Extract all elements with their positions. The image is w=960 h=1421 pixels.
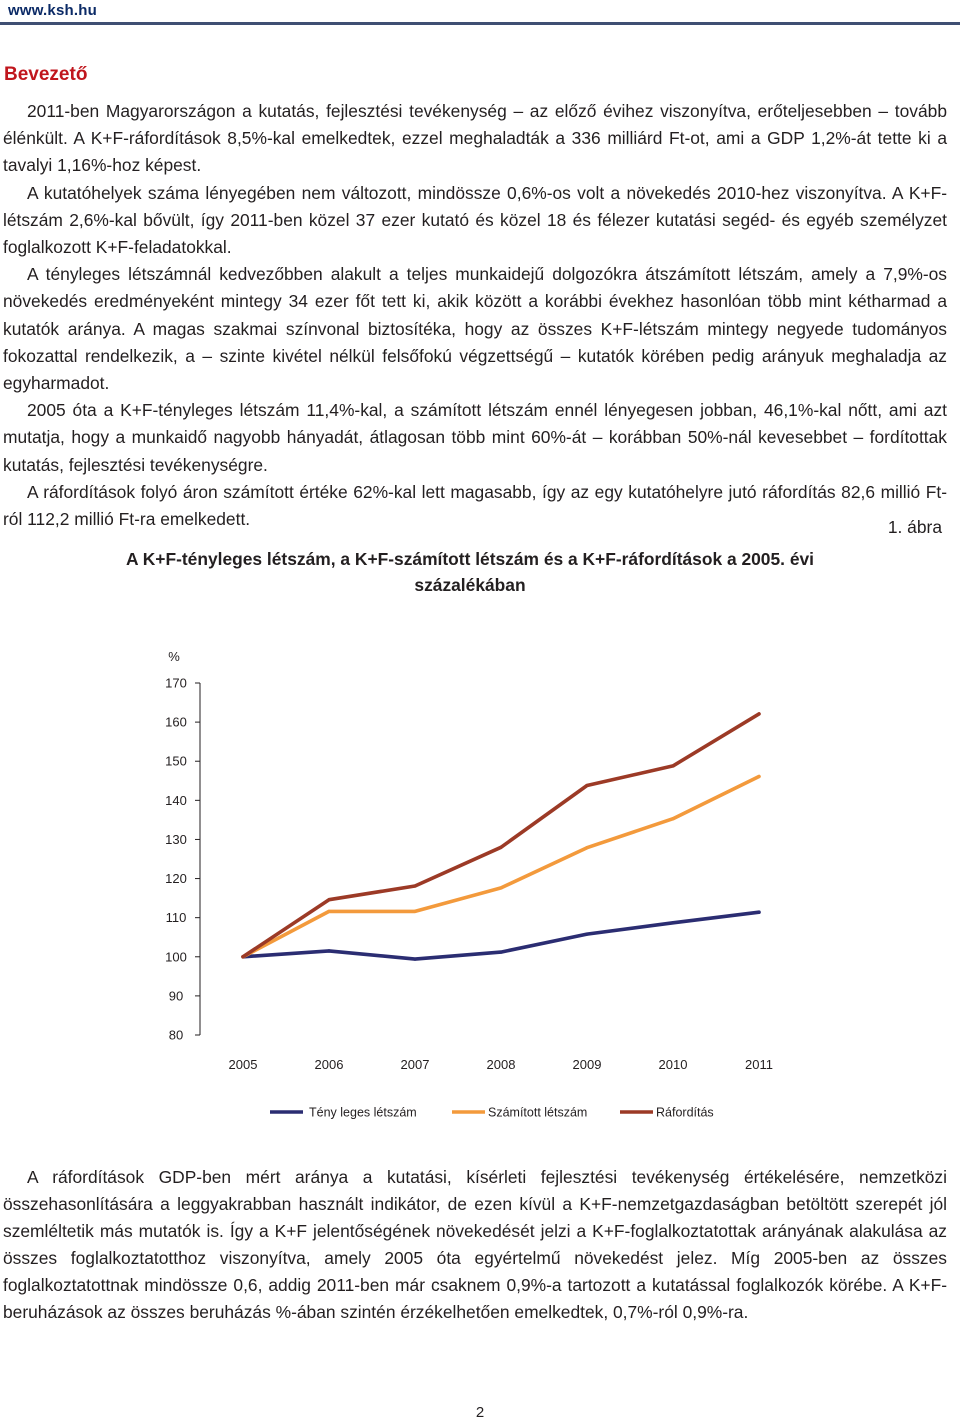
intro-text: [3, 98, 947, 533]
data-point: [757, 712, 760, 715]
y-tick-label: 80: [168, 1027, 184, 1043]
data-point: [241, 955, 244, 958]
y-tick-label: 90: [168, 988, 184, 1004]
paragraph: A kutatóhelyek száma lényegében nem változott, mindössze 0,6%-os volt a növekedés 2010-hez viszonyítva. A K+F-létszám 2,6%-kal bővült, így 2011-ben közel 37 ezer kutató és közel 18 és félezer kutatási segéd- és egyéb személyzet foglalkozott K+F-feladatokkal.: [3, 182, 947, 258]
data-point: [671, 921, 674, 924]
data-point: [413, 958, 416, 961]
page-number: 2: [475, 1404, 485, 1421]
data-point: [499, 886, 502, 889]
paragraph: A ráfordítások folyó áron számított értéke 62%-kal lett magasabb, így az egy kutatóhelyre jutó ráfordítás 82,6 millió Ft-ról 112,2 millió Ft-ra emelkedett.: [3, 481, 947, 530]
y-axis-label: %: [168, 649, 180, 664]
data-point: [499, 846, 502, 849]
chart-title: A K+F-tényleges létszám, a K+F-számított létszám és a K+F-ráfordítások a 2005. évi százalékában: [126, 549, 814, 595]
data-point: [757, 775, 760, 778]
x-tick-label: 2010: [658, 1057, 688, 1072]
x-tick-label: 2005: [228, 1057, 258, 1072]
data-point: [499, 950, 502, 953]
legend-label: Tény leges létszám: [309, 1105, 417, 1120]
data-point: [585, 932, 588, 935]
y-tick-label: 130: [165, 831, 187, 847]
legend-label: Ráfordítás: [656, 1105, 714, 1120]
data-point: [327, 910, 330, 913]
paragraph: A tényleges létszámnál kedvezőbben alakult a teljes munkaidejű dolgozókra átszámított létszám, amely a 7,9%-os növekedés eredményeként mintegy 34 ezer főt tett ki, akik között a korábbi évekhez hasonlóan több mint kétharmad a kutatók aránya. A magas szakmai színvonal biztosítéka, hogy az összes K+F-létszám mintegy negyede tudományos fokozattal rendelkezik, a – szinte kivétel nélkül felsőfokú végzettségű – kutatók körében pedig arányuk meghaladja az egyharmadot.: [3, 264, 947, 394]
data-point: [327, 898, 330, 901]
legend-label: Számított létszám: [488, 1105, 588, 1120]
y-tick-label: 110: [165, 910, 187, 926]
site-url[interactable]: www.ksh.hu: [8, 2, 97, 19]
x-tick-label: 2007: [400, 1057, 430, 1072]
y-tick-label: 150: [165, 753, 187, 769]
data-point: [671, 817, 674, 820]
data-point: [671, 764, 674, 767]
data-point: [413, 910, 416, 913]
y-tick-label: 100: [165, 949, 187, 965]
body-text: [3, 1164, 947, 1326]
x-tick-label: 2008: [486, 1057, 516, 1072]
y-tick-label: 170: [165, 675, 187, 691]
data-point: [585, 846, 588, 849]
y-tick-label: 120: [165, 871, 187, 887]
data-point: [585, 784, 588, 787]
x-tick-label: 2006: [314, 1057, 344, 1072]
x-tick-label: 2009: [572, 1057, 602, 1072]
data-point: [757, 911, 760, 914]
paragraph: A ráfordítások GDP-ben mért aránya a kutatási, kísérleti fejlesztési tevékenység értékelésére, nemzetközi összehasonlítására a leggyakrabban használt indikátor, de ezen kívül a K+F-nemzetgazdaságban betöltött szerepét jól szemléltetik más mutatók is. Így a K+F jelentőségének növekedését jelzi a K+F-foglalkoztatottak arányának alakulása az összes foglalkoztatotthoz viszonyítva, amely 2005 óta egyértelmű növekedést jelez. Míg 2005-ben az összes foglalkoztatottnak mindössze 0,6, addig 2011-ben már csaknem 0,9%-a tartozott a kutatással foglalkozók körébe. A K+F-beruházások az összes beruházás %-ában szintén érzékelhetően emelkedtek, 0,7%-ról 0,9%-ra.: [3, 1167, 947, 1322]
data-point: [413, 884, 416, 887]
y-tick-label: 140: [165, 792, 187, 808]
figure-number: 1. ábra: [887, 517, 942, 537]
paragraph: 2011-ben Magyarországon a kutatás, fejlesztési tevékenység – az előző évihez viszonyítva, erőteljesebben – tovább élénkült. A K+F-ráfordítások 8,5%-kal emelkedtek, ezzel meghaladták a 336 milliárd Ft-ot, ami a GDP 1,2%-át tette ki a tavalyi 1,16%-hoz képest.: [3, 101, 947, 176]
paragraph: 2005 óta a K+F-tényleges létszám 11,4%-kal, a számított létszám ennél lényegesen jobban, 46,1%-kal nőtt, ami azt mutatja, hogy a munkaidő nagyobb hányadát, átlagosan több mint 60%-át – korábban 50%-nál kevesebbet – fordítottak kutatás, fejlesztési tevékenységre.: [3, 400, 947, 475]
data-point: [327, 949, 330, 952]
series-line-2: [243, 777, 759, 957]
header-rule: [0, 22, 960, 25]
line-chart: [0, 630, 960, 1130]
section-heading: Bevezető: [4, 64, 88, 85]
x-tick-label: 2011: [745, 1057, 773, 1072]
site-header: [0, 0, 960, 24]
y-tick-label: 160: [165, 714, 187, 730]
